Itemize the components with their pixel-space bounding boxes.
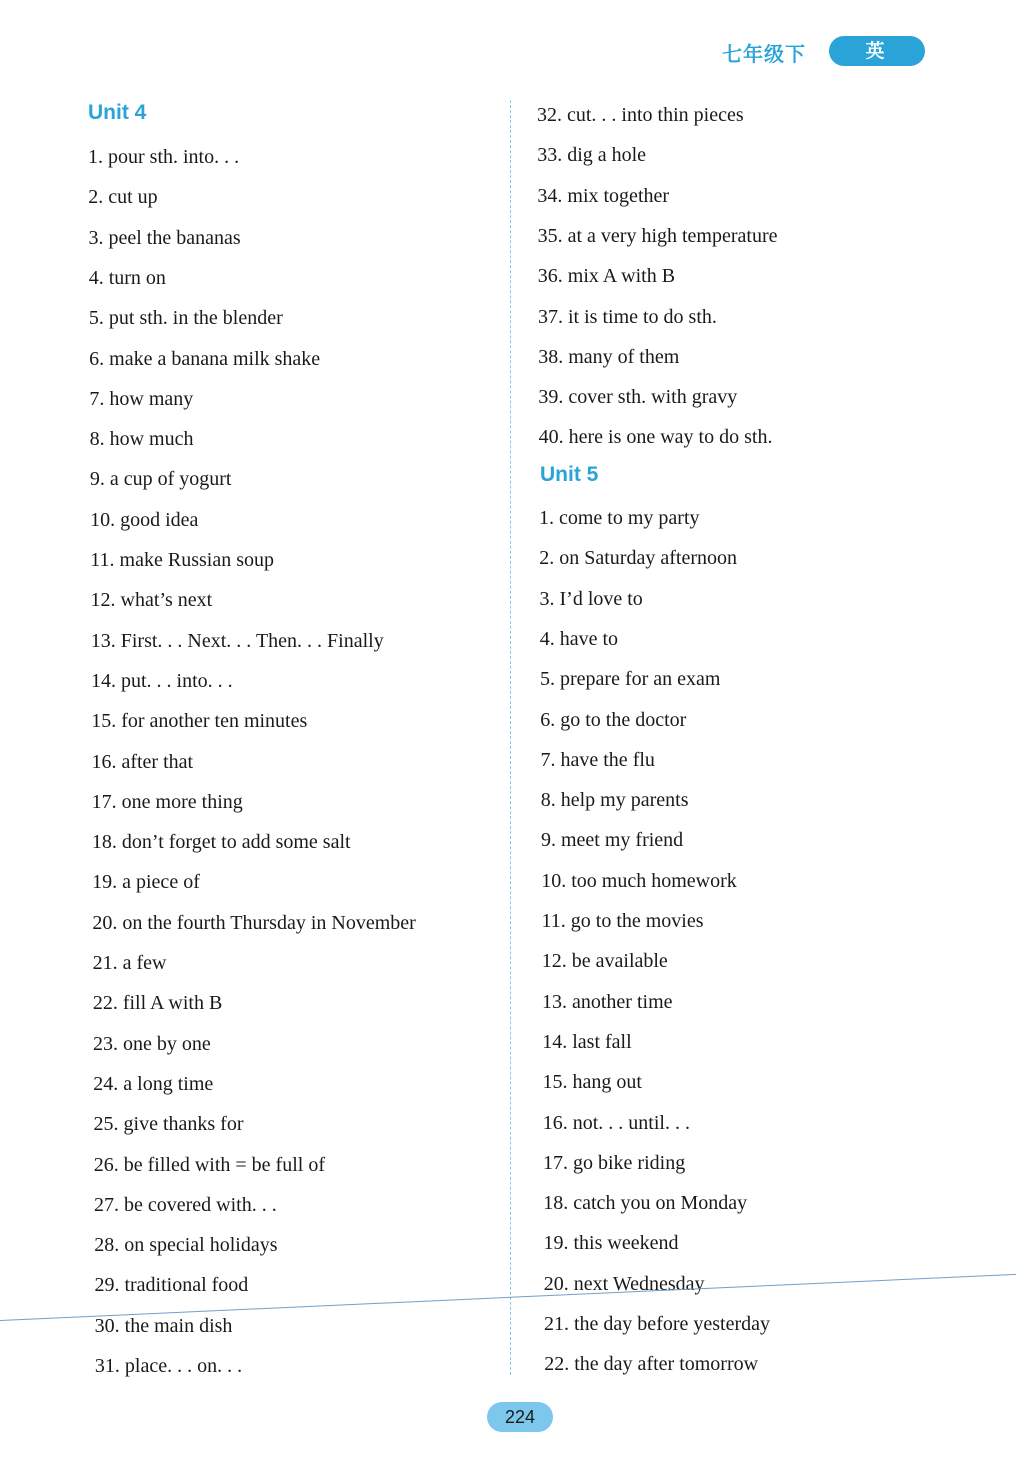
vocab-item: 11. go to the movies bbox=[541, 910, 704, 932]
vocab-item: 22. fill A with B bbox=[92, 992, 223, 1015]
vocab-item: 38. many of them bbox=[538, 345, 680, 368]
vocab-item: 33. dig a hole bbox=[537, 144, 647, 167]
vocab-item: 19. a piece of bbox=[92, 871, 200, 894]
vocab-item: 24. a long time bbox=[93, 1072, 214, 1095]
vocab-item: 20. on the fourth Thursday in November bbox=[92, 911, 416, 934]
vocab-item: 37. it is time to do sth. bbox=[538, 305, 717, 328]
vocab-item: 19. this weekend bbox=[543, 1232, 679, 1255]
vocab-item: 17. one more thing bbox=[91, 790, 243, 813]
vocab-item: 22. the day after tomorrow bbox=[544, 1353, 759, 1376]
vocab-item: 35. at a very high temperature bbox=[537, 224, 778, 247]
vocab-item: 16. after that bbox=[91, 750, 194, 773]
vocab-item: 29. traditional food bbox=[94, 1274, 249, 1297]
vocab-item: 14. put. . . into. . . bbox=[90, 669, 233, 692]
vocab-item: 10. good idea bbox=[90, 508, 199, 531]
vocab-item: 39. cover sth. with gravy bbox=[538, 386, 738, 409]
vocab-item: 8. how much bbox=[89, 428, 194, 451]
vocab-item: 28. on special holidays bbox=[94, 1234, 278, 1257]
vocab-item: 21. a few bbox=[92, 952, 167, 974]
page-number: 224 bbox=[487, 1402, 553, 1432]
vocab-item: 4. turn on bbox=[88, 266, 166, 289]
vocab-item: 23. one by one bbox=[93, 1032, 211, 1055]
vocab-item: 26. be filled with = be full of bbox=[93, 1153, 325, 1176]
vocab-item: 1. come to my party bbox=[539, 507, 700, 529]
vocab-item: 20. next Wednesday bbox=[543, 1272, 705, 1295]
vocab-item: 3. I’d love to bbox=[539, 587, 643, 610]
vocab-item: 10. too much homework bbox=[541, 869, 737, 892]
vocab-item: 18. don’t forget to add some salt bbox=[91, 831, 351, 854]
vocab-item: 7. have the flu bbox=[540, 748, 655, 771]
vocab-item: 9. a cup of yogurt bbox=[89, 468, 232, 491]
vocab-item: 31. place. . . on. . . bbox=[94, 1355, 243, 1377]
vocab-item: 15. for another ten minutes bbox=[91, 710, 308, 733]
vocab-item: 7. how many bbox=[89, 387, 194, 410]
column-divider bbox=[510, 100, 511, 1375]
vocab-item: 3. peel the bananas bbox=[88, 226, 241, 249]
vocab-item: 15. hang out bbox=[542, 1071, 642, 1094]
vocab-item: 11. make Russian soup bbox=[90, 549, 274, 571]
unit-5-title: Unit 5 bbox=[540, 463, 599, 486]
vocab-item: 13. another time bbox=[542, 990, 673, 1013]
vocab-item: 2. cut up bbox=[88, 186, 158, 209]
header-subject-badge: 英 语 bbox=[829, 36, 925, 66]
vocab-item: 18. catch you on Monday bbox=[543, 1192, 748, 1215]
vocab-item: 32. cut. . . into thin pieces bbox=[537, 104, 744, 126]
vocab-item: 21. the day before yesterday bbox=[544, 1313, 771, 1335]
vocab-item: 4. have to bbox=[539, 627, 619, 650]
vocab-item: 6. make a banana milk shake bbox=[89, 347, 321, 370]
vocab-item: 1. pour sth. into. . . bbox=[88, 146, 240, 168]
vocab-item: 2. on Saturday afternoon bbox=[539, 547, 737, 570]
vocab-item: 40. here is one way to do sth. bbox=[538, 426, 773, 449]
vocab-item: 5. prepare for an exam bbox=[540, 668, 721, 691]
vocab-item: 17. go bike riding bbox=[543, 1151, 686, 1174]
vocab-item: 34. mix together bbox=[537, 184, 670, 207]
vocab-item: 8. help my parents bbox=[540, 789, 689, 812]
vocab-item: 13. First. . . Next. . . Then. . . Finally bbox=[90, 629, 384, 652]
header-grade: 七年级下 bbox=[722, 42, 806, 66]
vocab-item: 9. meet my friend bbox=[541, 829, 684, 852]
vocab-item: 36. mix A with B bbox=[537, 265, 676, 288]
vocab-item: 16. not. . . until. . . bbox=[542, 1111, 690, 1134]
vocab-item: 12. what’s next bbox=[90, 589, 213, 612]
vocab-item: 12. be available bbox=[541, 950, 668, 973]
vocab-item: 27. be covered with. . . bbox=[93, 1193, 277, 1216]
vocab-item: 6. go to the doctor bbox=[540, 708, 687, 731]
vocab-item: 14. last fall bbox=[542, 1030, 632, 1053]
vocab-item: 5. put sth. in the blender bbox=[88, 307, 283, 330]
vocab-item: 30. the main dish bbox=[94, 1314, 233, 1337]
unit-4-title: Unit 4 bbox=[88, 101, 147, 124]
vocab-item: 25. give thanks for bbox=[93, 1113, 244, 1136]
